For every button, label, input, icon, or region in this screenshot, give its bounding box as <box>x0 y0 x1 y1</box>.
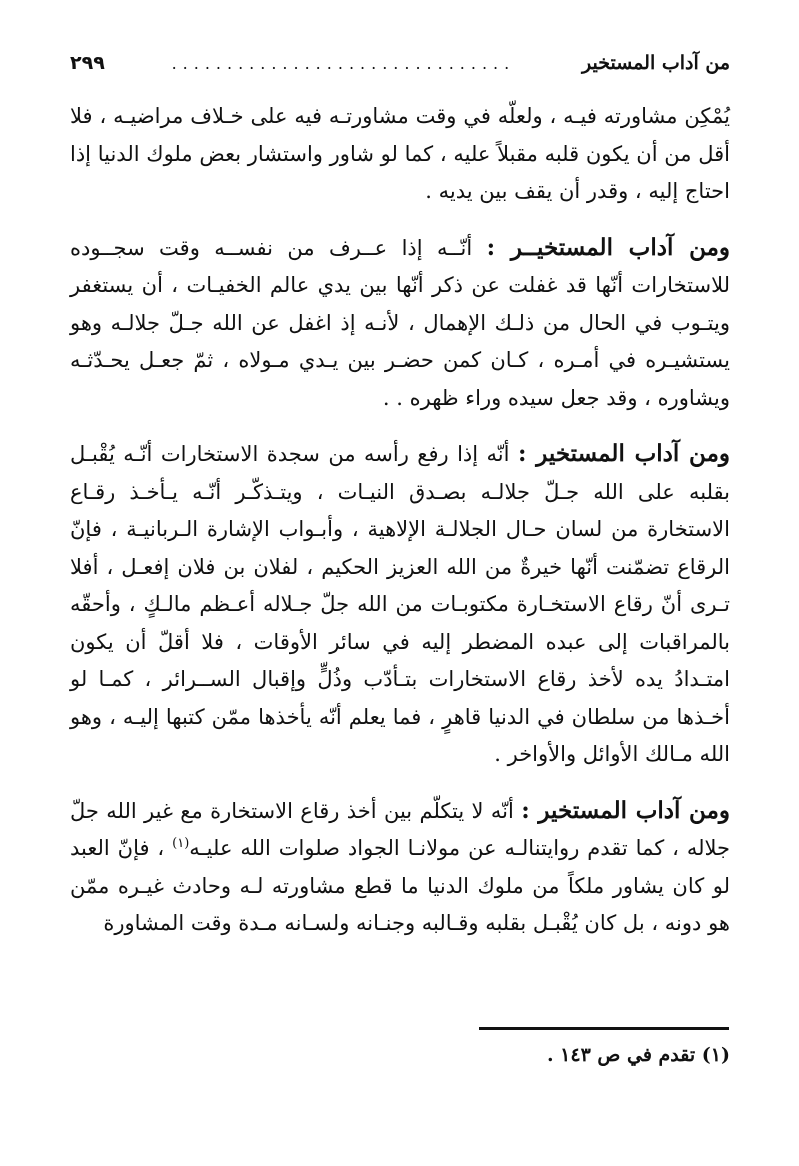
paragraph-text: أنّــه إذا عــرف من نفســه وقت سجــوده للاستخارات أنّها قد غفلت عن ذكر أنّها بين يدي عالم الخفيـات ، أن يستغفر ويتـوب في الحال من ذلـك الإهمال ، لأنـه إذ اغفل عن الله جـلّ جلالـه وهو يستشيـره في أمـره ، كـان كمن حضـر بين يـدي مـولاه ، ثمّ جعـل يحـدّثـه ويشاوره ، وقد جعل سيده وراء ظهره . . <box>70 235 730 410</box>
section-lead: ومن آداب المستخير : <box>521 796 730 824</box>
paragraph <box>70 435 730 774</box>
paragraph-text: أنّه إذا رفع رأسه من سجدة الاستخارات أنّـه يُقْبـل بقلبه على الله جـلّ جلالـه بصـدق النيـات ، ويتـذكّـر أنّـه يـأخـذ رقـاع الاستخارة من لسان حـال الجلالـة الإلاهية ، وأبـواب الإشارة الـربانيـة ، فإنّ الرقاع تضمّنت أنّها خيرةٌ من الله العزيز الحكيم ، لفلان بن فلان إفعـل ، أفلا تـرى أنّ رقاع الاستخـارة مكتوبـات من الله جلّ جـلاله أعـظم مالـكٍ ، وأحقّه بالمراقبات إلى عبده المضطر إليه في سائر الأوقات ، فلا أقلّ أن يكون امتـدادُ يده لأخذ رقاع الاستخارات بتـأدّب وذُلٍّ وإقبال الســرائر ، كمـا لو أخـذها من سلطان في الدنيا قاهرٍ ، فما يعلم أنّه يأخذها ممّن كتبها إليـه ، وهو الله مـالك الأوائل والأواخر . <box>70 442 730 766</box>
section-lead: ومن آداب المستخير : <box>517 440 730 467</box>
paragraph <box>70 98 730 211</box>
body-text <box>70 98 730 943</box>
paragraph <box>70 792 730 943</box>
chapter-title: من آداب المستخير <box>582 52 730 74</box>
paragraph-text-continued: ، فإنّ العبد لو كان يشاور ملكاً من ملوك الدنيا ما قطع مشاورته لـه وحادث غيـره ممّن هو دونه ، بل كان يُقْبـل بقلبه وقـالبه وجنـانه ولسـانه مـدة وقت المشاورة <box>70 836 730 935</box>
section-lead: ومن آداب المستخيــر : <box>486 233 731 261</box>
page-number: ٢٩٩ <box>70 52 105 74</box>
paragraph-text: أنّه لا يتكلّم بين أخذ رقاع الاستخارة مع غير الله جلّ جلاله ، كما تقدم روايتنالـه عن مولانـا الجواد صلوات الله عليـه <box>70 798 730 860</box>
paragraph-text: يُمْكِن مشاورته فيـه ، ولعلّه في وقت مشاورتـه فيه على خـلاف مراضيـه ، فلا أقل من أن يكون قلبه مقبلاً عليه ، كما لو شاور واستشار بعض ملوك الدنيا إذا احتاج إليه ، وقدر أن يقف بين يديه . <box>70 104 730 203</box>
leader-dots: ............................... <box>171 54 516 73</box>
footnote: (١) تقدم في ص ١٤٣ . <box>546 1044 730 1066</box>
running-header <box>70 52 730 86</box>
footnote-divider <box>479 1027 729 1030</box>
footnote-reference: (١) <box>172 836 190 851</box>
paragraph <box>70 229 730 418</box>
